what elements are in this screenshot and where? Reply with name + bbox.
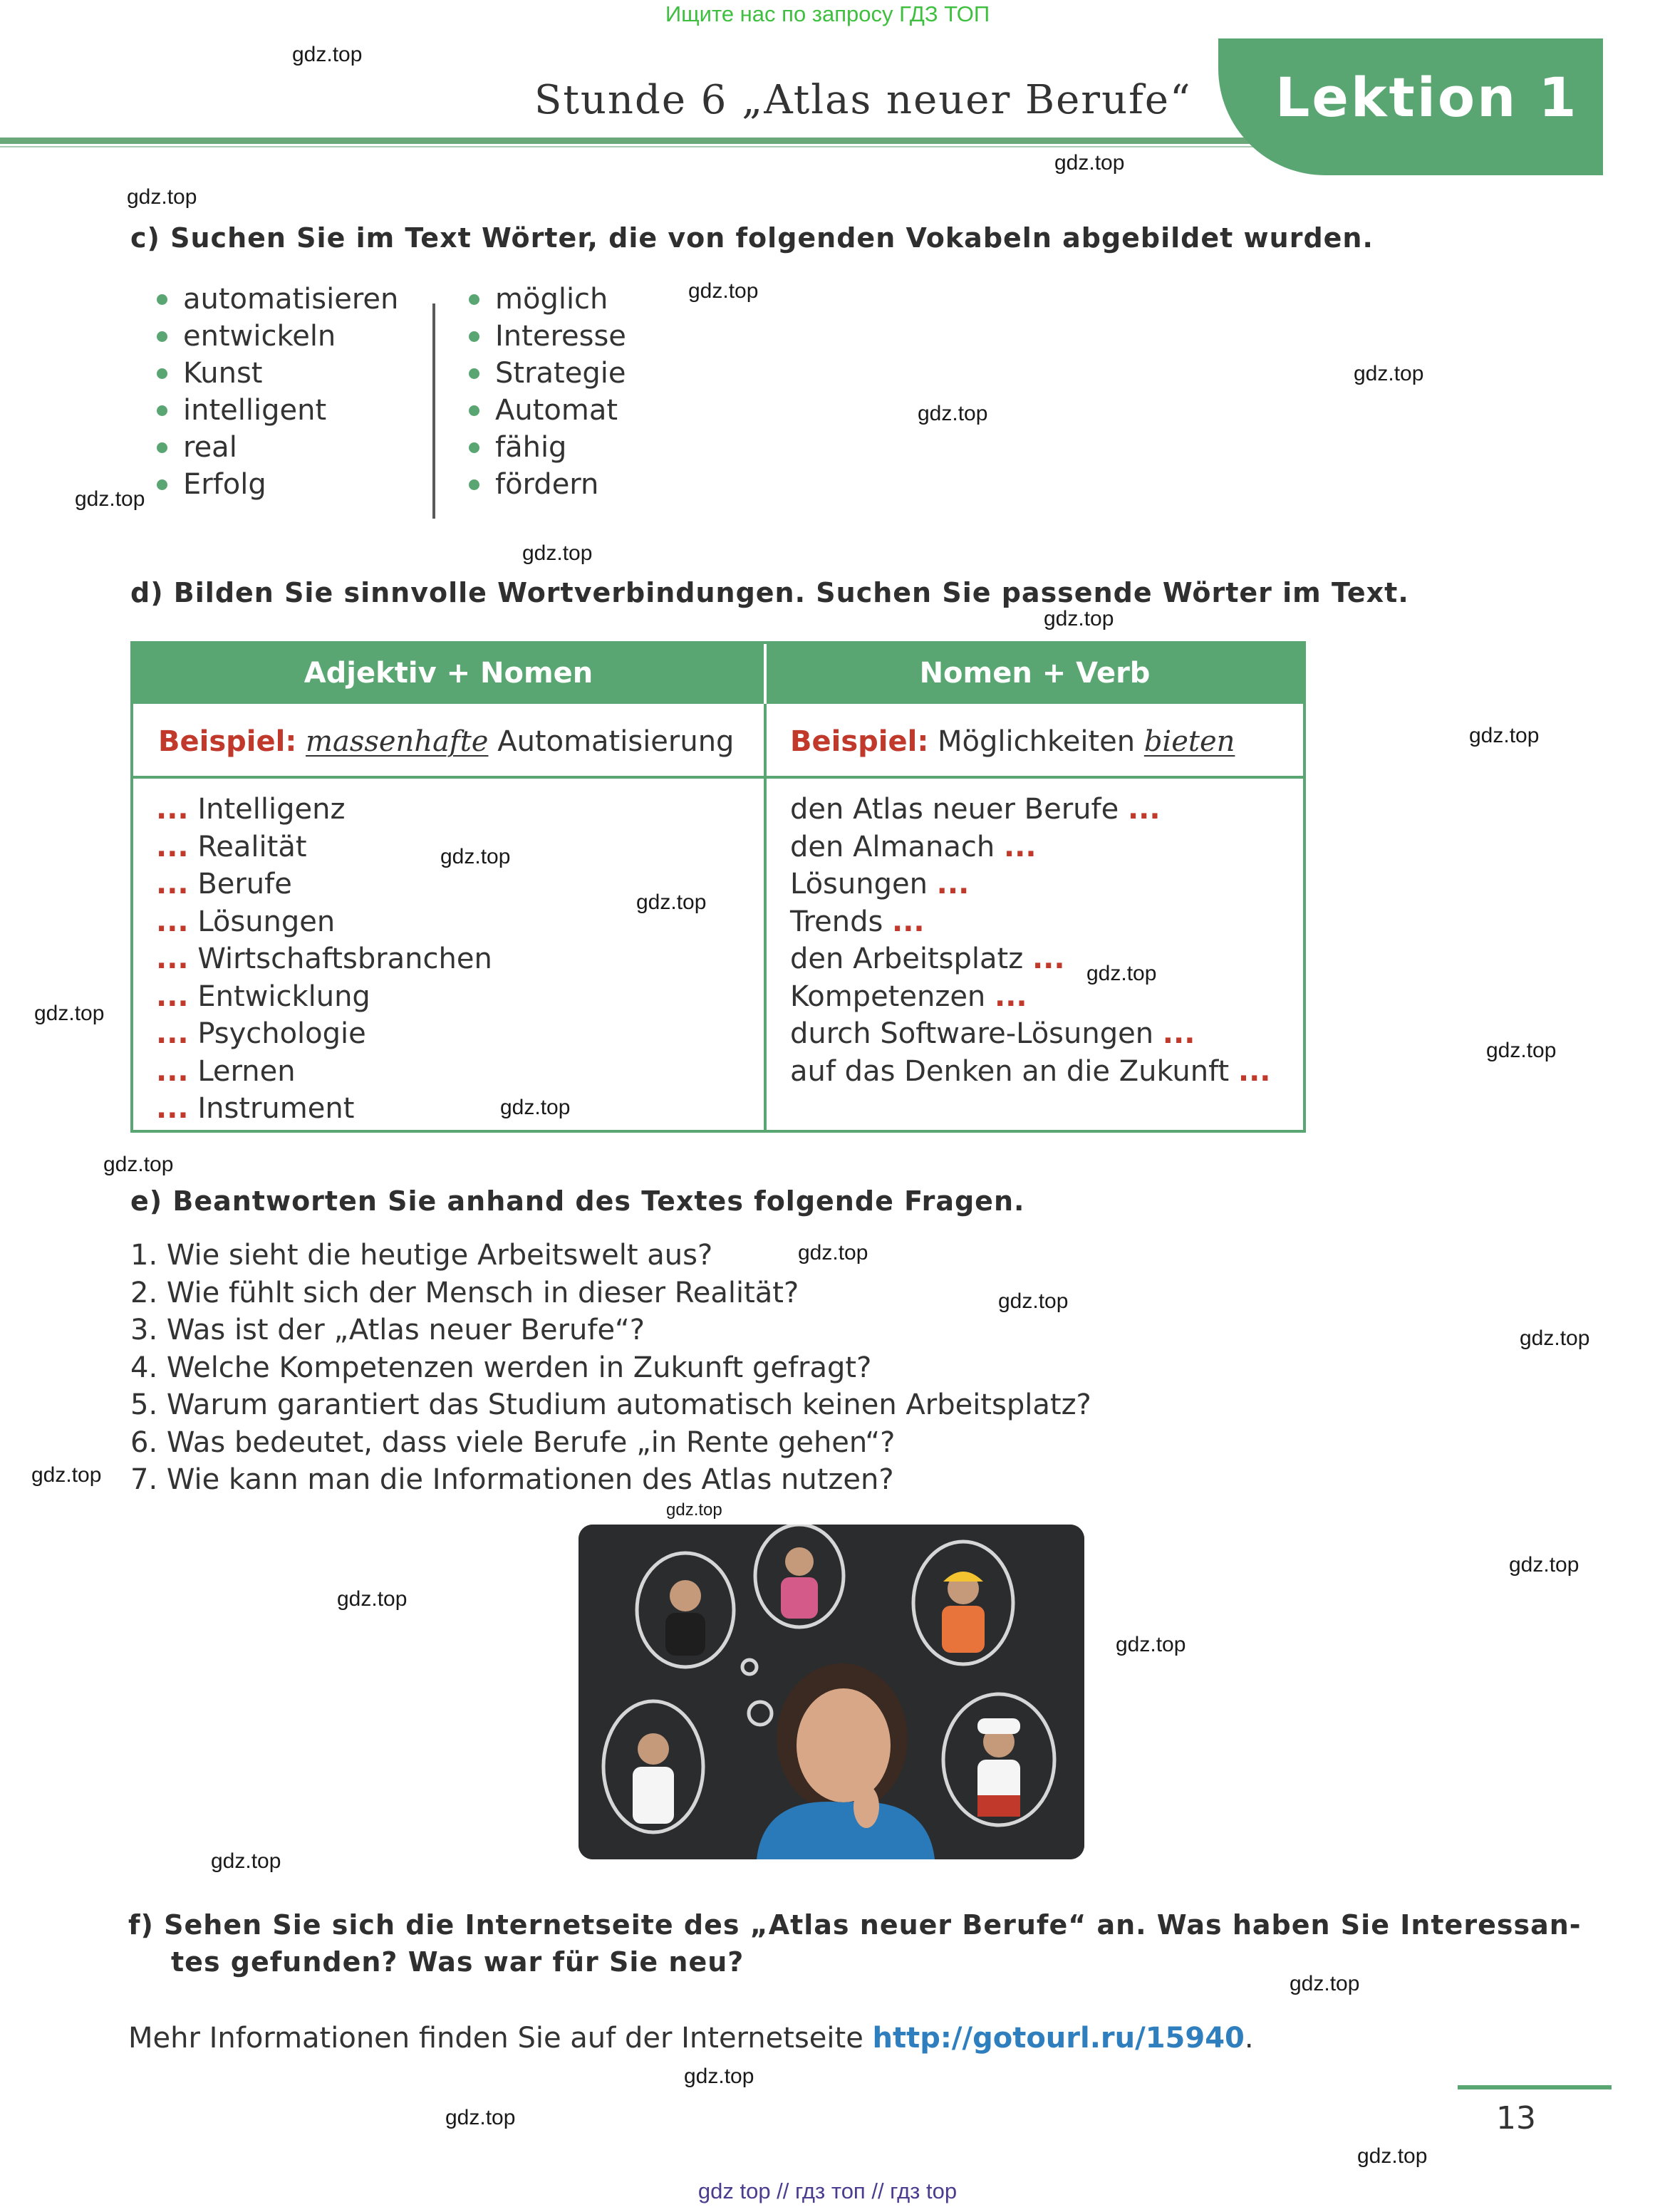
table-col-1 bbox=[156, 791, 492, 1128]
watermark: gdz.top bbox=[292, 43, 363, 66]
column-header-adjektiv-nomen: Adjektiv + Nomen bbox=[303, 657, 593, 690]
list-item: Strategie bbox=[469, 355, 626, 392]
list-item: real bbox=[157, 429, 398, 466]
list-item: den Arbeitsplatz ... bbox=[790, 943, 1065, 975]
watermark: gdz.top bbox=[636, 890, 707, 914]
section-c-list-1 bbox=[157, 281, 398, 503]
watermark: gdz.top bbox=[75, 487, 145, 511]
more-info-text: Mehr Informationen finden Sie auf der Internetseite http://gotourl.ru/15940. bbox=[128, 2022, 1254, 2055]
atlas-link[interactable]: http://gotourl.ru/15940 bbox=[872, 2022, 1245, 2055]
list-item: Kompetenzen ... bbox=[790, 980, 1027, 1013]
column-divider bbox=[764, 644, 767, 1130]
question-list bbox=[130, 1237, 1091, 1499]
section-c-title: c) Suchen Sie im Text Wörter, die von folgenden Vokabeln abgebildet wurden. bbox=[130, 222, 1374, 254]
list-item: entwickeln bbox=[157, 318, 398, 355]
bullet-icon bbox=[469, 331, 479, 342]
watermark: gdz.top bbox=[337, 1587, 408, 1611]
list-item: Lösungen ... bbox=[790, 868, 970, 900]
watermark: gdz.top bbox=[1054, 151, 1125, 175]
page-number: 13 bbox=[1496, 2100, 1536, 2136]
bullet-icon bbox=[157, 405, 167, 416]
bullet-icon bbox=[157, 479, 167, 490]
watermark: gdz.top bbox=[31, 1463, 102, 1487]
table-col-2 bbox=[790, 791, 1270, 1090]
list-item: ... Wirtschaftsbranchen bbox=[156, 943, 492, 975]
list-item: ... Lernen bbox=[156, 1054, 296, 1088]
list-item: ... Instrument bbox=[156, 1092, 355, 1125]
watermark: gdz.top bbox=[1509, 1553, 1579, 1577]
list-item: möglich bbox=[469, 281, 626, 318]
page-number-rule bbox=[1458, 2085, 1612, 2089]
list-item: ... Realität bbox=[156, 830, 307, 863]
list-item: Interesse bbox=[469, 318, 626, 355]
watermark: gdz.top bbox=[440, 845, 511, 868]
section-e-title: e) Beantworten Sie anhand des Textes folgende Fragen. bbox=[130, 1185, 1025, 1217]
bullet-icon bbox=[469, 479, 479, 490]
word-combination-table bbox=[130, 641, 1306, 1133]
watermark: gdz.top bbox=[684, 2065, 754, 2088]
list-item: Automat bbox=[469, 392, 626, 429]
watermark: gdz.top bbox=[998, 1289, 1069, 1313]
list-item: fähig bbox=[469, 429, 626, 466]
list-item: auf das Denken an die Zukunft ... bbox=[790, 1054, 1271, 1088]
bullet-icon bbox=[469, 368, 479, 379]
list-item: ... Intelligenz bbox=[156, 793, 346, 826]
header-rule-thin bbox=[0, 146, 1254, 147]
list-item: automatisieren bbox=[157, 281, 398, 318]
watermark: gdz.top bbox=[918, 402, 988, 425]
section-f-title-line2: tes gefunden? Was war für Sie neu? bbox=[171, 1946, 745, 1978]
top-banner[interactable]: Ищите нас по запросу ГДЗ ТОП bbox=[665, 1, 990, 26]
bullet-icon bbox=[469, 405, 479, 416]
list-item: ... Berufe bbox=[156, 868, 292, 900]
watermark: gdz.top bbox=[798, 1241, 868, 1265]
list-item: Kunst bbox=[157, 355, 398, 392]
list-item: Trends ... bbox=[790, 905, 925, 938]
professions-illustration bbox=[579, 1525, 1084, 1859]
watermark: gdz.top bbox=[34, 1002, 105, 1025]
header-divider bbox=[764, 644, 767, 704]
list-item: 7. Wie kann man die Informationen des Atlas nutzen? bbox=[130, 1463, 894, 1496]
list-item: 1. Wie sieht die heutige Arbeitswelt aus? bbox=[130, 1239, 713, 1272]
watermark: gdz.top bbox=[1290, 1972, 1360, 1995]
list-item: 4. Welche Kompetenzen werden in Zukunft gefragt? bbox=[130, 1351, 872, 1384]
watermark: gdz.top bbox=[1357, 2144, 1428, 2168]
list-item: durch Software-Lösungen ... bbox=[790, 1017, 1195, 1050]
watermark: gdz.top bbox=[1469, 724, 1540, 747]
list-item: 6. Was bedeutet, dass viele Berufe „in Rente gehen“? bbox=[130, 1426, 896, 1459]
watermark: gdz.top bbox=[1486, 1039, 1557, 1062]
bullet-icon bbox=[469, 294, 479, 305]
example-1: Beispiel: massenhafte Automatisierung bbox=[158, 725, 735, 758]
header-rule bbox=[0, 137, 1254, 144]
section-d-title: d) Bilden Sie sinnvolle Wortverbindungen. Suchen Sie passende Wörter im Text. bbox=[130, 577, 1409, 608]
example-2: Beispiel: Möglichkeiten bieten bbox=[790, 725, 1235, 758]
list-item: 3. Was ist der „Atlas neuer Berufe“? bbox=[130, 1314, 645, 1346]
section-f-title-line1: f) Sehen Sie sich die Internetseite des „Atlas neuer Berufe“ an. Was haben Sie Interessan- bbox=[128, 1909, 1582, 1941]
watermark: gdz.top bbox=[1354, 362, 1424, 385]
watermark: gdz.top bbox=[445, 2106, 516, 2129]
bullet-icon bbox=[157, 331, 167, 342]
bullet-icon bbox=[157, 368, 167, 379]
bullet-icon bbox=[157, 442, 167, 453]
watermark: gdz.top bbox=[522, 541, 593, 565]
section-c-list-2 bbox=[469, 281, 626, 503]
column-header-nomen-verb: Nomen + Verb bbox=[919, 657, 1151, 690]
watermark: gdz.top bbox=[1520, 1326, 1590, 1350]
list-item: ... Lösungen bbox=[156, 905, 336, 938]
list-item: intelligent bbox=[157, 392, 398, 429]
watermark: gdz.top bbox=[500, 1096, 571, 1119]
list-item: den Almanach ... bbox=[790, 830, 1037, 863]
watermark: gdz.top bbox=[1116, 1633, 1186, 1656]
watermark: gdz.top bbox=[666, 1500, 722, 1520]
example-rule bbox=[133, 776, 1303, 779]
watermark: gdz.top bbox=[1086, 962, 1157, 985]
bullet-icon bbox=[469, 442, 479, 453]
watermark: gdz.top bbox=[103, 1153, 174, 1176]
watermark: gdz.top bbox=[211, 1849, 281, 1873]
bottom-banner[interactable]: gdz top // гдз топ // гдз top bbox=[697, 2179, 958, 2203]
page-title: Stunde 6 „Atlas neuer Berufe“ bbox=[534, 77, 1192, 123]
watermark: gdz.top bbox=[688, 279, 759, 303]
list-item: Erfolg bbox=[157, 466, 398, 503]
list-item: fördern bbox=[469, 466, 626, 503]
list-item: ... Entwicklung bbox=[156, 980, 370, 1013]
watermark: gdz.top bbox=[127, 185, 197, 209]
list-item: den Atlas neuer Berufe ... bbox=[790, 793, 1161, 826]
list-item: 5. Warum garantiert das Studium automatisch keinen Arbeitsplatz? bbox=[130, 1388, 1091, 1421]
list-item: 2. Wie fühlt sich der Mensch in dieser Realität? bbox=[130, 1276, 799, 1309]
watermark: gdz.top bbox=[1044, 607, 1114, 630]
column-divider bbox=[432, 303, 435, 519]
lesson-tab-label: Lektion 1 bbox=[1275, 66, 1579, 129]
professions-photo bbox=[579, 1525, 1084, 1859]
list-item: ... Psychologie bbox=[156, 1017, 366, 1050]
bullet-icon bbox=[157, 294, 167, 305]
